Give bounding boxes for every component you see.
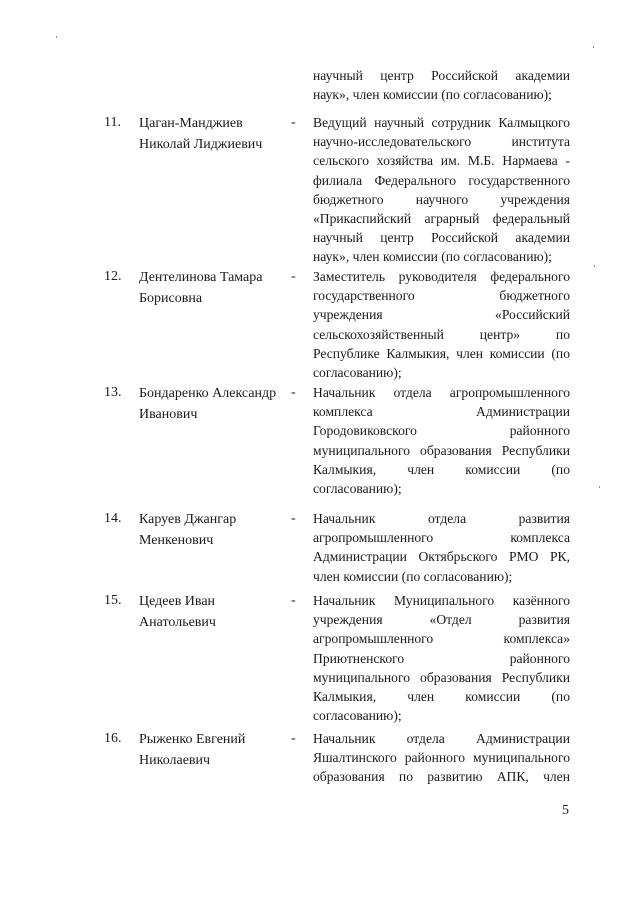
desc-line: агропромышленного комплекса» [313,631,570,647]
desc-line: учреждения «Отдел развития [313,612,570,628]
entry-number: 13. [104,385,122,400]
name-line: Иванович [139,407,198,422]
member-name [139,113,289,155]
member-description [313,729,570,787]
desc-line: «Прикаспийский аграрный федеральный [313,210,570,226]
desc-line: научный центр Российской академии [313,68,570,83]
desc-line: Администрации Октябрьского РМО РК, [313,549,570,565]
desc-line: муниципального образования Республики [313,669,570,685]
name-line: Менкенович [139,533,214,548]
name-line: Борисовна [139,291,203,306]
member-name [139,267,289,309]
name-line: Николай Лиджиевич [139,137,263,152]
entry-number: 16. [104,731,122,746]
name-line: Дентелинова Тамара [139,270,263,285]
desc-line: образования по развитию АПК, член [313,769,570,785]
scan-speck [593,46,594,48]
member-description [313,591,570,725]
desc-line: Заместитель руководителя федерального [313,269,570,284]
member-name [139,509,289,551]
scan-speck [56,36,57,38]
name-line: Бондаренко Александр [139,386,277,401]
desc-line: учреждения «Российский [313,307,570,323]
dash-separator: - [291,385,296,400]
desc-line: Начальник Муниципального казённого [313,593,570,608]
entry-number: 15. [104,593,122,608]
entry-number: 11. [104,115,121,130]
desc-line: Яшалтинского районного муниципального [313,750,570,766]
dash-separator: - [291,731,296,746]
desc-line: Республике Калмыкия, член комиссии (по [313,345,570,361]
continuation-text [313,66,570,104]
entry-number: 12. [104,269,122,284]
desc-line: член комиссии (по согласованию); [313,568,513,584]
desc-line: филиала Федерального государственного [313,172,570,188]
member-description [313,509,570,586]
desc-line: Начальник отдела развития [313,511,570,526]
scan-speck [599,486,600,488]
dash-separator: - [291,269,296,284]
desc-line: Начальник отдела Администрации [313,731,570,746]
desc-line: Начальник отдела агропромышленного [313,385,570,400]
desc-line: Ведущий научный сотрудник Калмыцкого [313,115,570,130]
page-number: 5 [562,803,569,818]
name-line: Анатольевич [139,615,216,630]
name-line: Цаган-Манджиев [139,116,243,131]
name-line: Рыженко Евгений [139,732,246,747]
dash-separator: - [291,115,296,130]
desc-line: согласованию); [313,480,402,496]
desc-line: Городовиковского районного [313,423,570,439]
member-name [139,591,289,633]
desc-line: наук», член комиссии (по согласованию); [313,249,552,265]
desc-line: муниципального образования Республики [313,442,570,458]
desc-line: агропромышленного комплекса [313,530,570,546]
desc-line: сельскохозяйственный центр» по [313,326,570,342]
desc-line: научно-исследовательского института [313,134,570,150]
entry-number: 14. [104,511,122,526]
desc-line: наук», член комиссии (по согласованию); [313,87,552,103]
desc-line: Калмыкия, член комиссии (по [313,688,570,704]
member-name [139,729,289,771]
desc-line: согласованию); [313,708,402,724]
desc-line: государственного бюджетного [313,288,570,304]
member-name [139,383,289,425]
desc-line: согласованию); [313,364,402,380]
desc-line: Приютненского районного [313,650,570,666]
name-line: Цедеев Иван [139,594,216,609]
member-description [313,383,570,498]
member-description [313,267,570,382]
name-line: Каруев Джангар [139,512,237,527]
desc-line: сельского хозяйства им. М.Б. Нармаева - [313,153,570,169]
member-description [313,113,570,267]
desc-line: Калмыкия, член комиссии (по [313,461,570,477]
scan-speck [594,265,595,267]
desc-line: бюджетного научного учреждения [313,191,570,207]
name-line: Николаевич [139,753,211,768]
desc-line: научный центр Российской академии [313,230,570,246]
dash-separator: - [291,593,296,608]
dash-separator: - [291,511,296,526]
desc-line: комплекса Администрации [313,404,570,420]
